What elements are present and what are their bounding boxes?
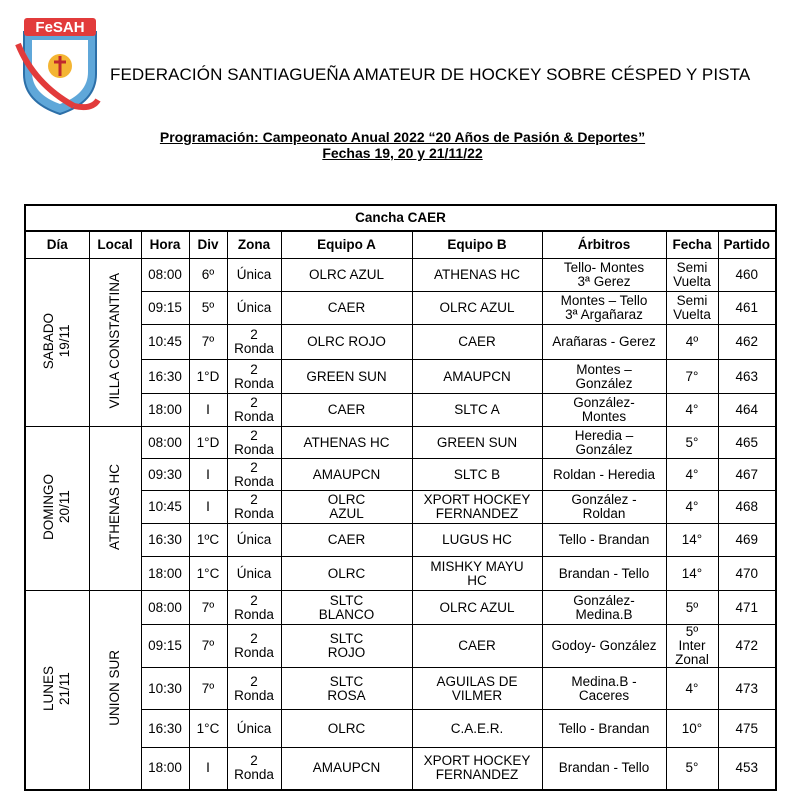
time-cell: 16:30 [141,524,189,557]
day-cell [25,591,89,790]
division-cell: 1°D [189,360,227,394]
team-b-cell: CAER [412,325,542,360]
time-cell: 09:30 [141,459,189,491]
team-a-cell: SLTC ROJO [281,625,412,668]
match-number-cell: 453 [718,748,776,790]
match-number-cell: 460 [718,259,776,292]
column-header: Zona [227,231,281,259]
column-header: Local [89,231,141,259]
team-a-cell: AMAUPCN [281,748,412,790]
round-cell: 4° [666,491,718,524]
table-row [25,427,776,459]
division-cell: 5º [189,292,227,325]
round-cell: Semi Vuelta [666,259,718,292]
zone-cell: 2 Ronda [227,625,281,668]
zone-cell: 2 Ronda [227,360,281,394]
team-a-cell: OLRC [281,710,412,748]
team-a-cell: GREEN SUN [281,360,412,394]
referees-cell: Brandan - Tello [542,557,666,591]
column-header: Partido [718,231,776,259]
table-row [25,259,776,292]
referees-cell: González- Montes [542,394,666,427]
referees-cell: González- Medina.B [542,591,666,625]
team-b-cell: ATHENAS HC [412,259,542,292]
time-cell: 16:30 [141,710,189,748]
column-header: Día [25,231,89,259]
match-number-cell: 465 [718,427,776,459]
round-cell: 5° [666,427,718,459]
round-cell: 4° [666,394,718,427]
team-a-cell: CAER [281,524,412,557]
division-cell: 1ºC [189,524,227,557]
referees-cell: Brandan - Tello [542,748,666,790]
team-b-cell: GREEN SUN [412,427,542,459]
division-cell: 7º [189,625,227,668]
time-cell: 16:30 [141,360,189,394]
time-cell: 18:00 [141,557,189,591]
column-header: Equipo B [412,231,542,259]
column-header: Fecha [666,231,718,259]
time-cell: 10:45 [141,491,189,524]
match-number-cell: 470 [718,557,776,591]
team-a-cell: OLRC [281,557,412,591]
match-number-cell: 473 [718,668,776,710]
column-header: Div [189,231,227,259]
referees-cell: Montes – González [542,360,666,394]
local-cell [89,427,141,591]
zone-cell: Única [227,292,281,325]
zone-cell: 2 Ronda [227,427,281,459]
round-cell: 10° [666,710,718,748]
program-dates: Fechas 19, 20 y 21/11/22 [322,145,483,161]
division-cell: 1°D [189,427,227,459]
column-header: Equipo A [281,231,412,259]
team-a-cell: SLTC BLANCO [281,591,412,625]
fesah-logo [14,14,106,116]
referees-cell: Roldan - Heredia [542,459,666,491]
referees-cell: González - Roldan [542,491,666,524]
time-cell: 09:15 [141,292,189,325]
match-number-cell: 472 [718,625,776,668]
local-label: UNION SUR [107,650,122,727]
round-cell: 7° [666,360,718,394]
division-cell: I [189,491,227,524]
table-row [25,591,776,625]
day-cell [25,427,89,591]
time-cell: 18:00 [141,748,189,790]
round-cell: 4° [666,668,718,710]
round-cell: Semi Vuelta [666,292,718,325]
round-cell: 4° [666,459,718,491]
division-cell: I [189,394,227,427]
round-cell: 14° [666,524,718,557]
round-cell: 5º Inter Zonal [666,625,718,668]
day-label: DOMINGO 20/11 [41,474,73,540]
time-cell: 10:30 [141,668,189,710]
team-b-cell: SLTC B [412,459,542,491]
time-cell: 10:45 [141,325,189,360]
match-number-cell: 467 [718,459,776,491]
team-b-cell: XPORT HOCKEY FERNANDEZ [412,491,542,524]
zone-cell: 2 Ronda [227,325,281,360]
zone-cell: Única [227,524,281,557]
zone-cell: 2 Ronda [227,668,281,710]
match-number-cell: 468 [718,491,776,524]
division-cell: 1°C [189,710,227,748]
team-a-cell: CAER [281,292,412,325]
local-cell [89,591,141,790]
schedule-body [25,259,776,790]
day-label: LUNES 21/11 [41,665,73,711]
team-b-cell: AMAUPCN [412,360,542,394]
team-b-cell: OLRC AZUL [412,292,542,325]
zone-cell: Única [227,557,281,591]
venue-title: Cancha CAER [25,205,776,231]
federation-title: FEDERACIÓN SANTIAGUEÑA AMATEUR DE HOCKEY SOBRE CÉSPED Y PISTA [110,65,751,84]
referees-cell: Tello- Montes 3ª Gerez [542,259,666,292]
local-label: VILLA CONSTANTINA [107,273,122,409]
referees-cell: Heredia – González [542,427,666,459]
division-cell: I [189,459,227,491]
division-cell: 6º [189,259,227,292]
team-a-cell: OLRC AZUL [281,491,412,524]
referees-cell: Godoy- González [542,625,666,668]
zone-cell: 2 Ronda [227,748,281,790]
time-cell: 08:00 [141,259,189,292]
logo-text: FeSAH [35,19,85,36]
day-cell [25,259,89,427]
division-cell: 1°C [189,557,227,591]
team-a-cell: OLRC AZUL [281,259,412,292]
team-b-cell: C.A.E.R. [412,710,542,748]
team-b-cell: SLTC A [412,394,542,427]
division-cell: 7º [189,591,227,625]
referees-cell: Medina.B - Caceres [542,668,666,710]
match-number-cell: 464 [718,394,776,427]
match-number-cell: 469 [718,524,776,557]
local-label: ATHENAS HC [107,463,122,550]
team-a-cell: ATHENAS HC [281,427,412,459]
time-cell: 08:00 [141,591,189,625]
schedule-table [24,204,777,791]
match-number-cell: 475 [718,710,776,748]
team-b-cell: MISHKY MAYU HC [412,557,542,591]
team-b-cell: XPORT HOCKEY FERNANDEZ [412,748,542,790]
team-a-cell: AMAUPCN [281,459,412,491]
team-b-cell: AGUILAS DE VILMER [412,668,542,710]
zone-cell: 2 Ronda [227,394,281,427]
local-cell [89,259,141,427]
match-number-cell: 462 [718,325,776,360]
round-cell: 5º [666,591,718,625]
round-cell: 4º [666,325,718,360]
team-b-cell: CAER [412,625,542,668]
zone-cell: 2 Ronda [227,459,281,491]
zone-cell: 2 Ronda [227,591,281,625]
round-cell: 5° [666,748,718,790]
zone-cell: Única [227,710,281,748]
program-title: Programación: Campeonato Anual 2022 “20 Años de Pasión & Deportes” [159,129,646,145]
time-cell: 18:00 [141,394,189,427]
round-cell: 14° [666,557,718,591]
zone-cell: 2 Ronda [227,491,281,524]
column-header: Hora [141,231,189,259]
referees-cell: Arañaras - Gerez [542,325,666,360]
team-b-cell: OLRC AZUL [412,591,542,625]
team-b-cell: LUGUS HC [412,524,542,557]
match-number-cell: 471 [718,591,776,625]
division-cell: 7º [189,668,227,710]
division-cell: I [189,748,227,790]
zone-cell: Única [227,259,281,292]
program-heading [0,129,805,161]
time-cell: 08:00 [141,427,189,459]
match-number-cell: 461 [718,292,776,325]
column-header-row [25,231,776,259]
match-number-cell: 463 [718,360,776,394]
team-a-cell: SLTC ROSA [281,668,412,710]
referees-cell: Montes – Tello 3ª Argañaraz [542,292,666,325]
team-a-cell: OLRC ROJO [281,325,412,360]
day-label: SABADO 19/11 [41,312,73,370]
column-header: Árbitros [542,231,666,259]
referees-cell: Tello - Brandan [542,710,666,748]
time-cell: 09:15 [141,625,189,668]
team-a-cell: CAER [281,394,412,427]
referees-cell: Tello - Brandan [542,524,666,557]
division-cell: 7º [189,325,227,360]
